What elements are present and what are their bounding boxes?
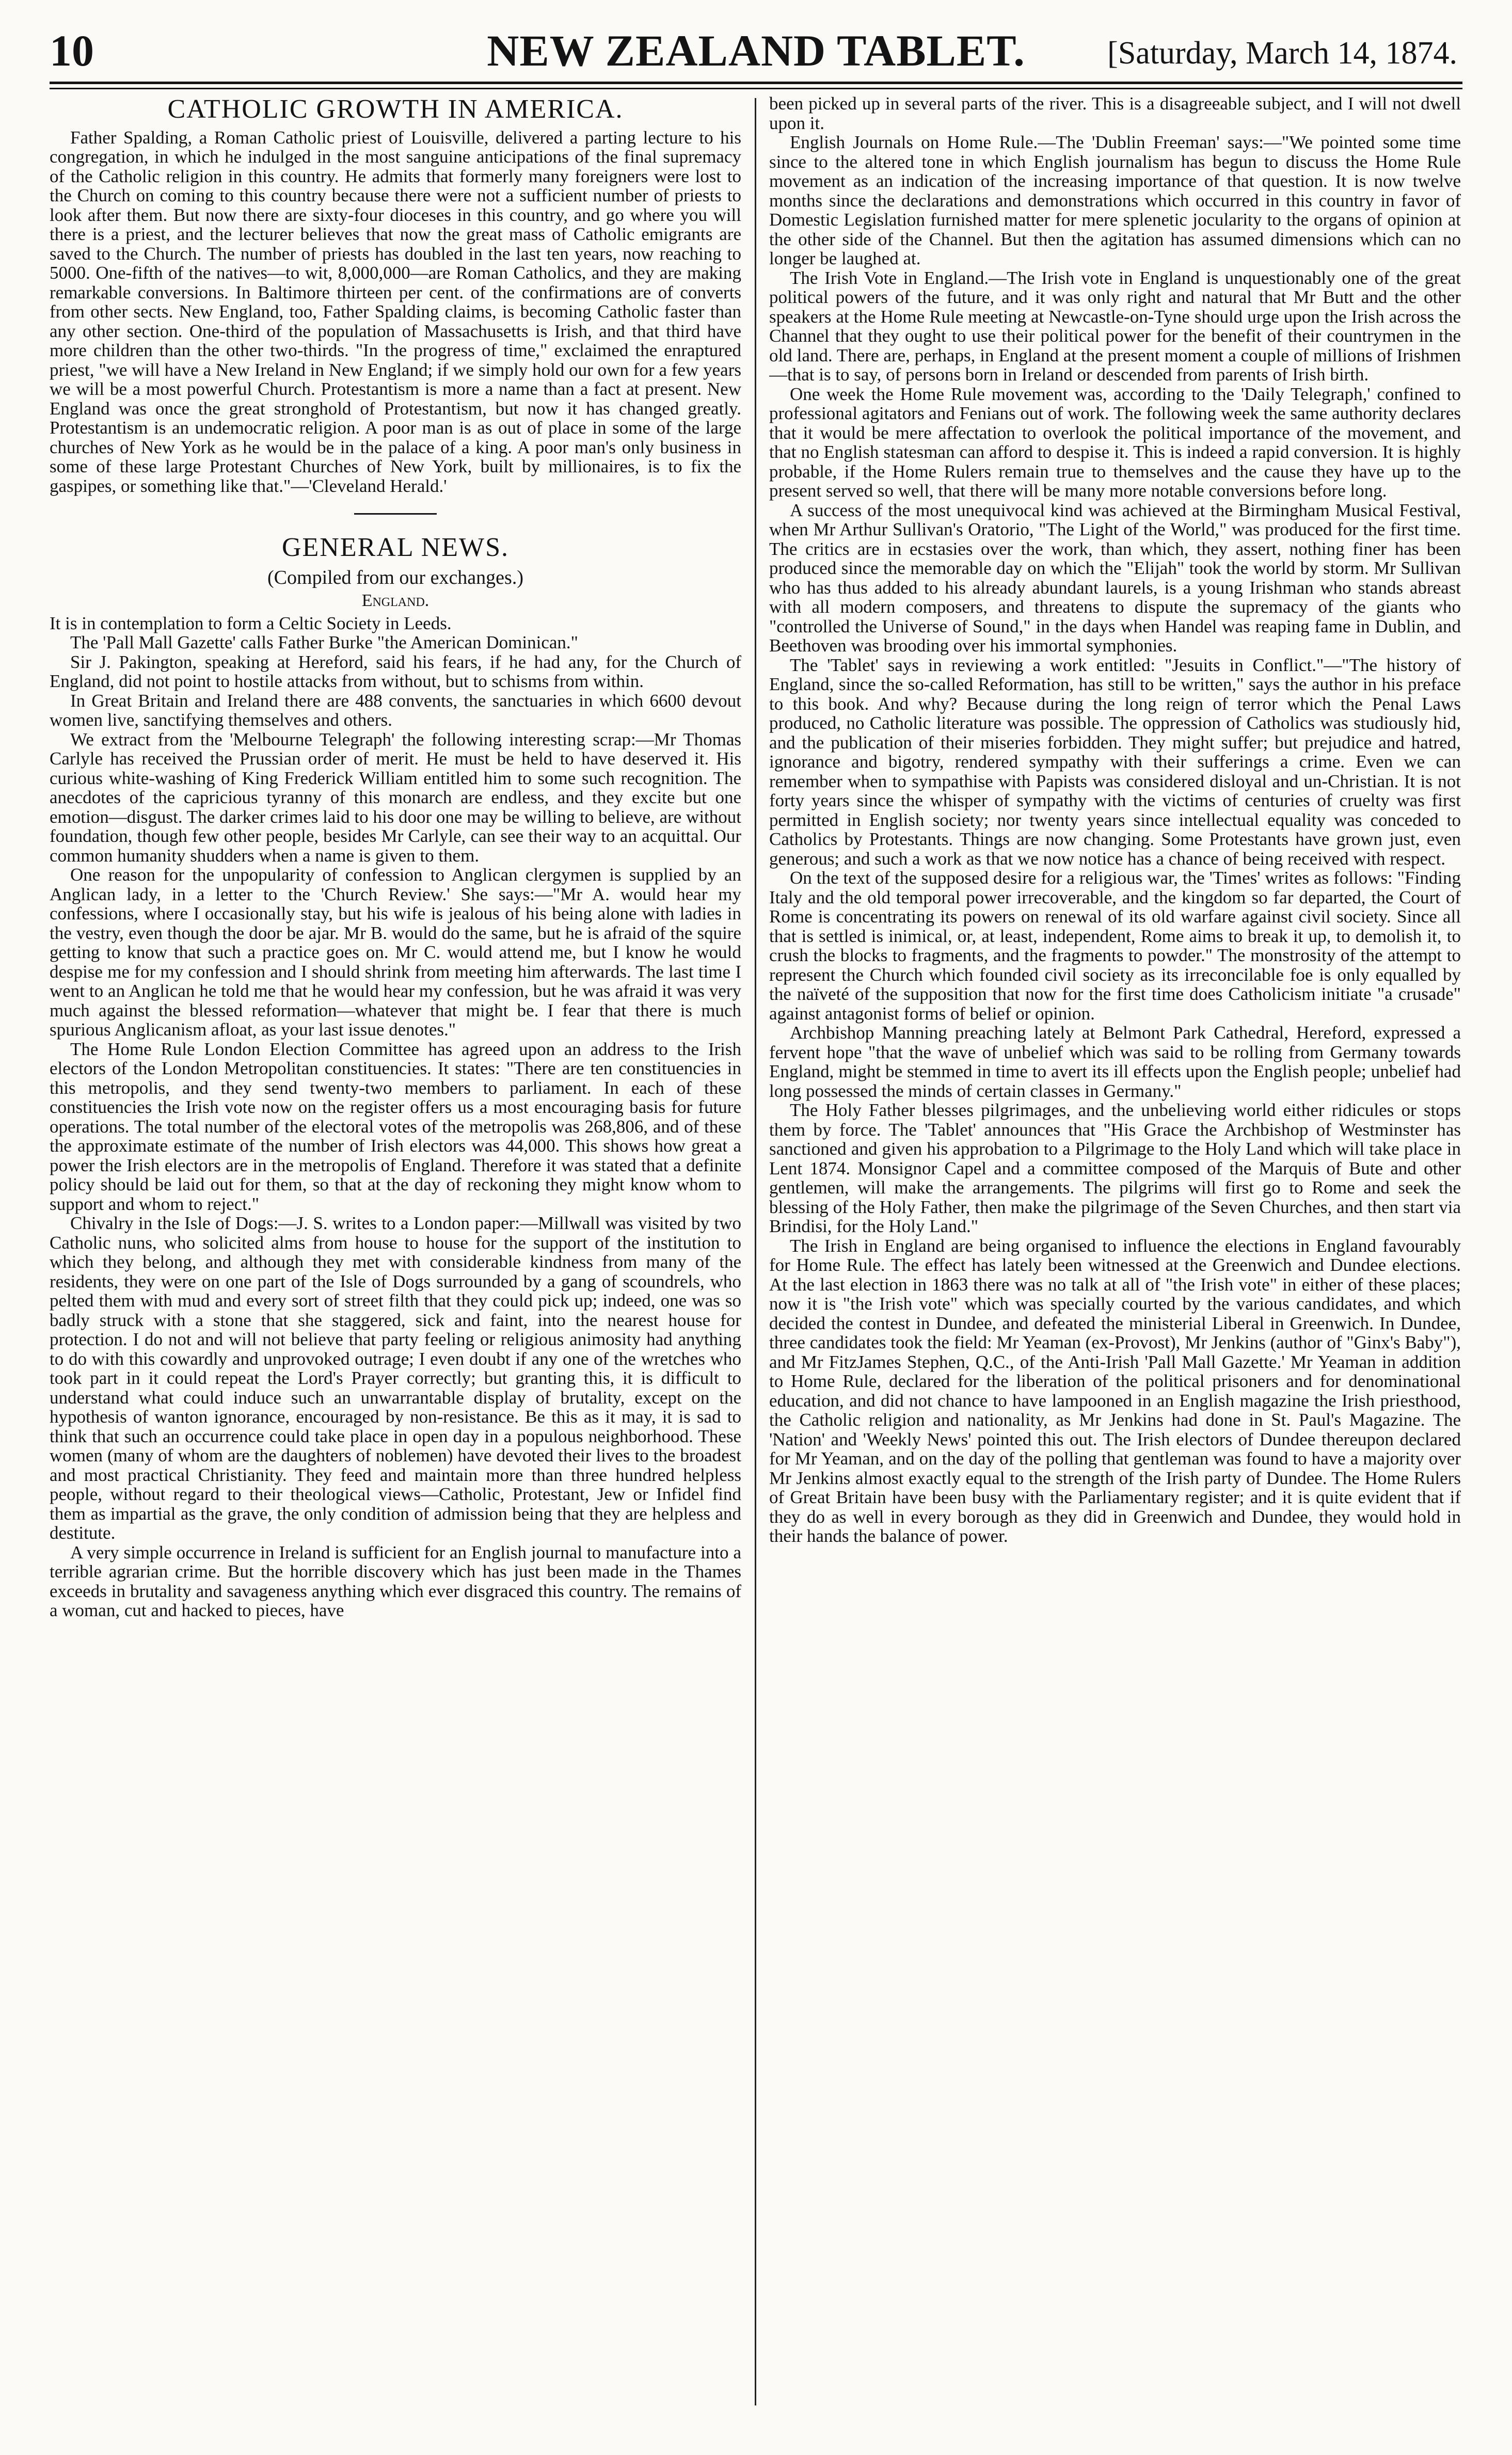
news-item: been picked up in several parts of the river. This is a disagreeable subject, and I will not dwell upon it. [769, 94, 1461, 133]
news-item: The Holy Father blesses pilgrimages, and the unbelieving world either ridicules or stops them by force. The 'Tablet' announces that "His Grace the Archbishop of Westminster has sanctioned and given his approbation to a Pilgrimage to the Holy Land which will take place in Lent 1874. Monsignor Capel and a committee composed of the Marquis of Bute and other gentlemen, will make the arrangements. The pilgrims will first go to Rome and seek the blessing of the Holy Father, then make the pilgrimage of the Seven Churches, and then start via Brindisi, for the Holy Land." [769, 1100, 1461, 1236]
masthead-rule [50, 82, 1462, 84]
right-column [769, 94, 1461, 2406]
subsection-england: England. [361, 591, 429, 610]
news-item: One week the Home Rule movement was, according to the 'Daily Telegraph,' confined to professional agitators and Fenians out of work. The following week the same authority declares that it would be mere affectation to overlook the political importance of the movement, and that no English statesman can afford to despise it. This is indeed a rapid conversion. It is highly probable, if the Home Rulers remain true to themselves and the cause they have up to the present served so well, that there will be many more notable conversions before long. [769, 384, 1461, 501]
news-item: The Irish Vote in England.—The Irish vote in England is unquestionably one of the great political powers of the future, and it was only right and natural that Mr Butt and the other speakers at the Home Rule meeting at Newcastle-on-Tyne should urge upon the Irish across the Channel that they ought to use their political power for the benefit of their countrymen in the old land. There are, perhaps, in England at the present moment a couple of millions of Irishmen—that is to say, of persons born in Ireland or descended from parents of Irish birth. [769, 267, 1461, 385]
news-item: Chivalry in the Isle of Dogs:—J. S. writes to a London paper:—Millwall was visited by two Catholic nuns, who solicited alms from house to house for the support of the institution to which they belong, and although they met with considerable kindness from many of the residents, they were on one part of the Isle of Dogs surrounded by a gang of scoundrels, who pelted them with mud and every sort of street filth that they could pick up; indeed, one was so badly struck with a stone that she staggered, sick and faint, into the nearest house for protection. I do not and will not believe that party feeling or religious animosity had anything to do with this cowardly and unprovoked outrage; I even doubt if any one of the wretches who took part in it could repeat the Lord's Prayer correctly; but granting this, it is difficult to understand what could induce such an unwarrantable display of brutality, except on the hypothesis of wanton ignorance, encouraged by non-resistance. Be this as it may, it is sad to think that such an occurrence could take place in open day in a populous neighborhood. These women (many of whom are the daughters of noblemen) have devoted their lives to the broadest and most practical Christianity. They feed and maintain more than three hundred helpless people, without regard to their theological views—Catholic, Protestant, Jew or Infidel find them as impartial as the grave, the only condition of admission being that they are helpless and destitute. [50, 1213, 741, 1543]
news-item: Sir J. Pakington, speaking at Hereford, said his fears, if he had any, for the Church of England, did not point to hostile attacks from without, but to schisms from within. [50, 651, 741, 692]
news-item: In Great Britain and Ireland there are 488 convents, the sanctuaries in which 6600 devout women live, sanctifying themselves and others. [50, 690, 741, 730]
news-item: The 'Tablet' says in reviewing a work entitled: "Jesuits in Conflict."—"The history of England, since the so-called Reformation, has still to be written," says the author in his preface to this book. And why? Because during the long reign of terror which the Penal Laws produced, no Catholic literature was possible. The oppression of Catholics was studiously hid, and the publication of their miseries forbidden. They might suffer; but prejudice and hatred, ignorance and bigotry, rendered sympathy with their sufferings a crime. Even we can remember when to sympathise with Papists was considered disloyal and un-Christian. It is not forty years since the whisper of sympathy with the victims of centuries of cruelty was first permitted in English society; nor twenty years since intellectual equality was conceded to Catholics by Protestants. Things are now changing. Some Protestants have grown just, even generous; and such a work as that we now notice has a chance of being received with respect. [769, 655, 1461, 869]
article-catholic-growth: Father Spalding, a Roman Catholic priest of Louisville, delivered a parting lecture to his congregation, in which he indulged in the most sanguine anticipations of the final supremacy of the Catholic religion in this country. He admits that formerly many foreigners were lost to the Church on coming to this country because there were not a sufficient number of priests to look after them. But now there are sixty-four dioceses in this country, and go where you will there is a priest, and the lecturer believes that now the great mass of Catholic emigrants are saved to the Church. The number of priests has doubled in the last ten years, now reaching to 5000. One-fifth of the natives—to wit, 8,000,000—are Roman Catholics, and they are making remarkable conversions. In Baltimore thirteen per cent. of the confirmations are of converts from other sects. New England, too, Father Spalding claims, is becoming Catholic faster than any other section. One-third of the population of Massachusetts is Irish, and that third have more children than the other two-thirds. "In the progress of time," exclaimed the enraptured priest, "we will have a New Ireland in New England; if we simply hold our own for a few years we will be a most powerful Church. Protestantism is more a name than a fact at present. New England was once the great stronghold of Protestantism, but now it has changed greatly. Protestantism is an undemocratic religion. A poor man is as out of place in some of the large churches of New York as he would be in the palace of a king. A poor man's only business in some of these large Protestant Churches of New York, built by millionaires, is to fix the gaspipes, or something like that."—'Cleveland Herald.' [50, 127, 741, 496]
news-item: The 'Pall Mall Gazette' calls Father Burke "the American Dominican." [70, 632, 578, 653]
news-item: Archbishop Manning preaching lately at Belmont Park Cathedral, Hereford, expressed a fervent hope "that the wave of unbelief which was said to be rolling from Germany towards England, might be stemmed in time to avert its ill effects upon the English people; unbelief had long possessed the minds of certain classes in Germany." [769, 1023, 1461, 1101]
page-number: 10 [50, 26, 94, 75]
newspaper-title: NEW ZEALAND TABLET. [487, 26, 1025, 75]
article-heading-catholic-growth: CATHOLIC GROWTH IN AMERICA. [167, 94, 624, 124]
column-rule [755, 98, 756, 2405]
masthead [50, 21, 1462, 83]
news-item: A very simple occurrence in Ireland is sufficient for an English journal to manufacture into a terrible agrarian crime. But the horrible discovery which has just been made in the Thames exceeds in brutality and savageness anything which ever disgraced this country. The remains of a woman, cut and hacked to pieces, have [50, 1542, 741, 1621]
news-item: A success of the most unequivocal kind was achieved at the Birmingham Musical Festival, when Mr Arthur Sullivan's Oratorio, "The Light of the World," was produced for the first time. The critics are in ecstasies over the work, than which, they assert, nothing finer has been produced since the memorable day on which the "Elijah" took the world by storm. Mr Sullivan who has thus added to his already abundant laurels, is a young Irishman who stands abreast with all modern composers, and threatens to dispute the supremacy of the giants who "controlled the Universe of Sound," in the days when Handel was reaping fame in Dublin, and Beethoven was brooding over his immortal symphonies. [769, 500, 1461, 656]
issue-date: [Saturday, March 14, 1874. [1107, 36, 1457, 71]
masthead-rule-thin [50, 88, 1462, 89]
news-item: The Irish in England are being organised to influence the elections in England favourably for Home Rule. The effect has lately been witnessed at the Greenwich and Dundee elections. At the last election in 1863 there was no talk at all of "the Irish vote" in either of these places; now it is "the Irish vote" which was specially courted by the various candidates, and which decided the contest in Dundee, and defeated the ministerial Liberal in Greenwich. In Dundee, three candidates took the field: Mr Yeaman (ex-Provost), Mr Jenkins (author of "Ginx's Baby"), and Mr FitzJames Stephen, Q.C., of the Anti-Irish 'Pall Mall Gazette.' Mr Yeaman in addition to Home Rule, declared for the liberation of the political prisoners and for denominational education, and did not chance to have lampooned in an English magazine the Irish priesthood, the Catholic religion and nationality, as Mr Jenkins had done in St. Paul's Magazine. The 'Nation' and 'Weekly News' pointed this out. The Irish electors of Dundee thereupon declared for Mr Yeaman, and on the day of the polling that gentleman was found to have a majority over Mr Jenkins almost exactly equal to the strength of the Irish party of Dundee. The Home Rulers of Great Britain have been busy with the Parliamentary register; and it is quite evident that if they do as well in every borough as they did in Greenwich and Dundee, they would hold in their hands the balance of power. [769, 1235, 1461, 1546]
news-item: English Journals on Home Rule.—The 'Dublin Freeman' says:—"We pointed some time since to the altered tone in which English journalism has begun to discuss the Home Rule movement as an indication of the increasing importance of that question. It is now twelve months since the declarations and demonstrations which occurred in this country in favor of Domestic Legislation furnished matter for mere splenetic jocularity to the organs of opinion at the other side of the Channel. But then the agitation has assumed dimensions which can no longer be laughed at. [769, 132, 1461, 268]
news-item: We extract from the 'Melbourne Telegraph' the following interesting scrap:—Mr Thomas Carlyle has received the Prussian order of merit. He must be held to have deserved it. His curious white-washing of King Frederick William entitled him to some such recognition. The anecdotes of the capricious tyranny of this monarch are endless, and they excite but one emotion—disgust. The darker crimes laid to his door one may be willing to believe, are without foundation, though few other people, besides Mr Carlyle, can see their way to an acquittal. Our common humanity shudders when a name is given to them. [50, 729, 741, 866]
news-item: One reason for the unpopularity of confession to Anglican clergymen is supplied by an Anglican lady, in a letter to the 'Church Review.' She says:—"Mr A. would hear my confessions, where I occasionally stay, but his wife is jealous of his being alone with ladies in the vestry, even though the door be ajar. Mr B. would do the same, but he is afraid of the squire getting to know that such a practice goes on. Mr C. would attend me, but I know he would despise me for my confession and I should shrink from meeting him afterwards. The last time I went to an Anglican he told me that he would hear my confession, but he was afraid it was very much against the blessed reformation—whatever that might be. I fear that there is much spurious Anglicanism afloat, as your last issue denotes." [50, 865, 741, 1040]
news-item: On the text of the supposed desire for a religious war, the 'Times' writes as follows: "Finding Italy and the old temporal power irrecoverable, and the kingdom so far departed, the Court of Rome is concentrating its powers on renewal of its old warfare against civil society. Since all that is settled is inimical, or, at least, independent, Rome aims to break it up, to demolish it, to crush the blocks to fragments, and the fragments to powder." The monstrosity of the attempt to represent the Church which founded civil society as its irreconcilable foe is only equalled by the naïveté of the supposition that now for the first time does Catholicism initiate "a crusade" against antagonist forms of belief or opinion. [769, 868, 1461, 1024]
news-item: The Home Rule London Election Committee has agreed upon an address to the Irish electors of the London Metropolitan constituencies. It states: "There are ten constituencies in this metropolis, and they send twenty-two members to parliament. In each of these constituencies the Irish vote now on the register offers us a most encouraging basis for future operations. The total number of the electoral votes of the metropolis was 268,806, and of these the approximate estimate of the number of Irish electors was 44,000. This shows how great a power the Irish electors are in the metropolis of England. Therefore it was stated that a definite policy should be laid out for them, so that at the day of reckoning they might know whom to support and whom to reject." [50, 1039, 741, 1214]
left-column [50, 94, 741, 2406]
compiled-note: (Compiled from our exchanges.) [267, 567, 523, 589]
section-divider [354, 513, 437, 515]
news-item: It is in contemplation to form a Celtic Society in Leeds. [50, 613, 452, 633]
section-heading-general-news: GENERAL NEWS. [281, 533, 510, 563]
